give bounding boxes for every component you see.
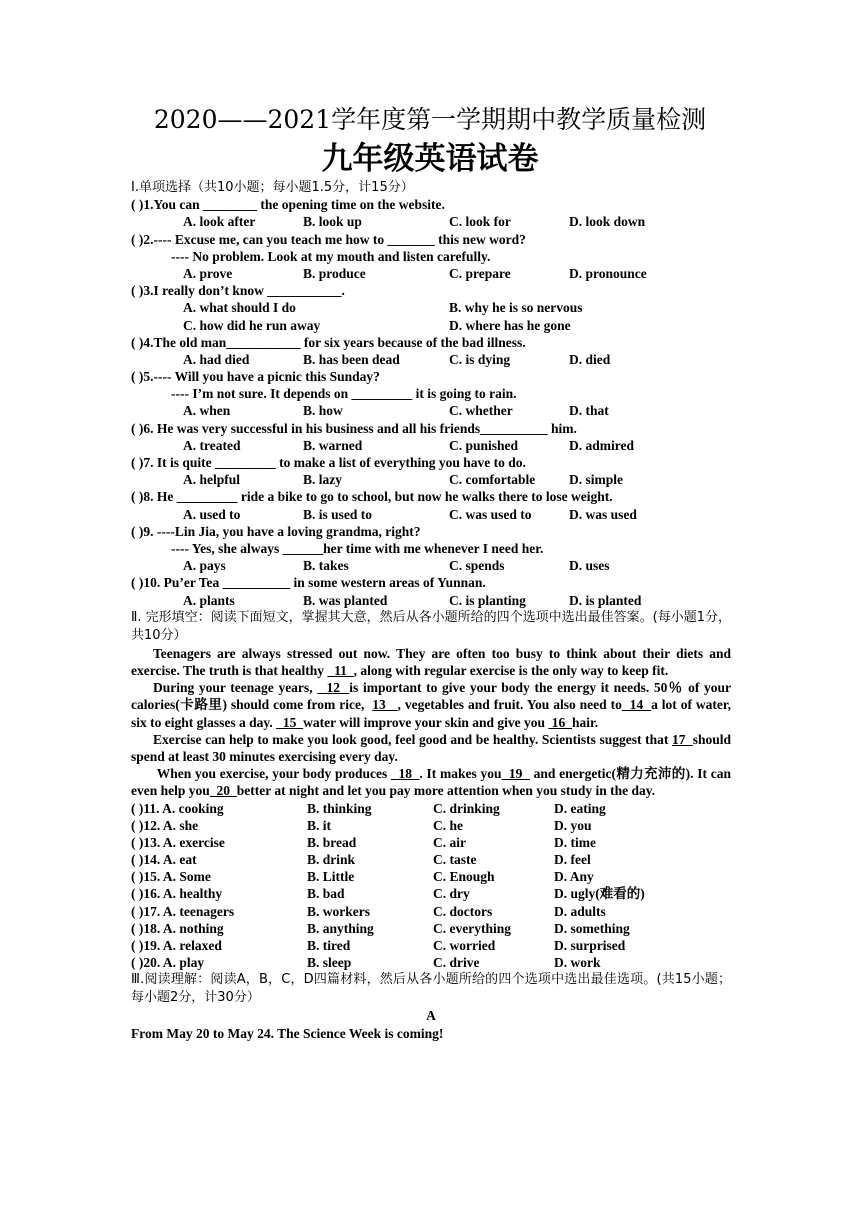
- option-a: A. treated: [183, 437, 241, 453]
- cloze-paragraph-4: When you exercise, your body produces 18 . It makes you 19 and energetic(精力充沛的). It can even help you 20 better at night and let you pay more attention when you study in the day.: [131, 766, 731, 799]
- option-c: C. how did he run away: [183, 317, 321, 333]
- cloze-option: C. Enough: [433, 869, 495, 885]
- option-b: B. has been dead: [303, 351, 400, 367]
- question-5-options: [131, 402, 731, 419]
- option-b: B. warned: [303, 437, 363, 453]
- cloze-option: C. dry: [433, 886, 470, 902]
- exam-body: [131, 179, 731, 1042]
- cloze-option: D. you: [554, 817, 592, 833]
- option-b: B. was planted: [303, 592, 388, 608]
- cloze-question-14: [131, 851, 731, 868]
- question-9-stem: ( )9. ----Lin Jia, you have a loving grandma, right?: [131, 523, 421, 539]
- cloze-option: D. feel: [554, 852, 591, 868]
- question-4-options: [131, 351, 731, 368]
- option-c: C. whether: [449, 403, 513, 419]
- cloze-option: D. time: [554, 834, 596, 850]
- question-6-options: [131, 437, 731, 454]
- cloze-option: ( )12. A. she: [131, 817, 199, 833]
- option-b: B. produce: [303, 265, 366, 281]
- option-d: D. admired: [569, 437, 635, 453]
- cloze-question-15: [131, 868, 731, 885]
- cloze-question-11: [131, 800, 731, 817]
- cloze-option: ( )18. A. nothing: [131, 920, 224, 936]
- option-d: D. is planted: [569, 592, 642, 608]
- option-b: B. takes: [303, 558, 349, 574]
- cloze-option: D. ugly(难看的): [554, 886, 645, 902]
- section1-heading: Ⅰ.单项选择（共10小题；每小题1.5分，计15分）: [131, 180, 414, 195]
- cloze-question-12: [131, 817, 731, 834]
- cloze-option: B. drink: [307, 852, 356, 868]
- cloze-option: D. Any: [554, 869, 594, 885]
- option-b: B. is used to: [303, 506, 373, 522]
- cloze-option: C. worried: [433, 938, 496, 954]
- option-d: D. simple: [569, 472, 623, 488]
- option-d: D. where has he gone: [449, 317, 571, 333]
- cloze-option: C. doctors: [433, 903, 493, 919]
- question-9-options: [131, 557, 731, 574]
- question-3-options: [131, 317, 731, 334]
- option-a: A. used to: [183, 506, 241, 522]
- option-c: C. prepare: [449, 265, 511, 281]
- cloze-option: C. taste: [433, 852, 477, 868]
- option-c: C. punished: [449, 437, 519, 453]
- cloze-option: B. it: [307, 817, 332, 833]
- cloze-option: C. drinking: [433, 800, 500, 816]
- cloze-option: B. bread: [307, 834, 357, 850]
- cloze-question-19: [131, 937, 731, 954]
- cloze-option: ( )16. A. healthy: [131, 886, 223, 902]
- option-a: A. when: [183, 403, 231, 419]
- option-b: B. how: [303, 403, 343, 419]
- question-3-stem: ( )3.I really don’t know ___________.: [131, 283, 345, 299]
- cloze-option: ( )13. A. exercise: [131, 834, 225, 850]
- question-1-options: [131, 213, 731, 230]
- section1-questions: [131, 196, 731, 609]
- cloze-option: ( )15. A. Some: [131, 869, 211, 885]
- cloze-question-13: [131, 834, 731, 851]
- option-a: A. plants: [183, 592, 235, 608]
- option-c: C. spends: [449, 558, 505, 574]
- exam-subtitle: 九年级英语试卷: [321, 141, 539, 177]
- question-6-stem: ( )6. He was very successful in his business and all his friends__________ him.: [131, 420, 577, 436]
- option-a: A. helpful: [183, 472, 241, 488]
- option-a: A. prove: [183, 265, 233, 281]
- option-b: B. look up: [303, 214, 362, 230]
- cloze-option: B. anything: [307, 920, 374, 936]
- question-4-stem: ( )4.The old man___________ for six years because of the bad illness.: [131, 334, 526, 350]
- cloze-question-16: [131, 885, 731, 902]
- question-8-options: [131, 506, 731, 523]
- option-d: D. pronounce: [569, 265, 647, 281]
- option-d: D. look down: [569, 214, 646, 230]
- question-10-stem: ( )10. Pu’er Tea __________ in some western areas of Yunnan.: [131, 575, 486, 591]
- passage-first-line: From May 20 to May 24. The Science Week is coming!: [131, 1025, 444, 1041]
- cloze-options: [131, 800, 731, 972]
- option-b: B. lazy: [303, 472, 342, 488]
- option-d: D. died: [569, 351, 611, 367]
- cloze-paragraph-3: Exercise can help to make you look good, feel good and be healthy. Scientists suggest that 17 should spend at least 30 minutes exercising every day.: [131, 731, 731, 764]
- cloze-option: B. Little: [307, 869, 355, 885]
- cloze-option: B. workers: [307, 903, 370, 919]
- option-a: A. had died: [183, 351, 250, 367]
- question-3-options: [131, 299, 731, 316]
- cloze-option: ( )11. A. cooking: [131, 800, 224, 816]
- question-1-stem: ( )1.You can ________ the opening time on the website.: [131, 197, 445, 213]
- option-d: D. uses: [569, 558, 610, 574]
- question-8-stem: ( )8. He _________ ride a bike to go to school, but now he walks there to lose weight.: [131, 489, 613, 505]
- cloze-option: B. bad: [307, 886, 345, 902]
- option-a: A. what should I do: [183, 300, 296, 316]
- cloze-question-18: [131, 920, 731, 937]
- passage-label: A: [426, 1008, 436, 1024]
- option-d: D. was used: [569, 506, 637, 522]
- cloze-option: C. everything: [433, 920, 511, 936]
- question-9-stem: ---- Yes, she always ______her time with me whenever I need her.: [171, 540, 544, 556]
- cloze-question-20: [131, 954, 731, 971]
- cloze-option: B. sleep: [307, 955, 352, 971]
- cloze-option: D. eating: [554, 800, 606, 816]
- option-c: C. is dying: [449, 351, 511, 367]
- section3-heading: Ⅲ.阅读理解：阅读A，B，C，D四篇材料，然后从各小题所给的四个选项中选出最佳选项。(共15小题；每小题2分，计30分）: [131, 972, 731, 1006]
- question-5-stem: ---- I’m not sure. It depends on _________ it is going to rain.: [171, 386, 517, 402]
- option-d: D. that: [569, 403, 609, 419]
- cloze-option: ( )17. A. teenagers: [131, 903, 235, 919]
- option-b: B. why he is so nervous: [449, 300, 583, 316]
- question-7-options: [131, 471, 731, 488]
- cloze-option: ( )14. A. eat: [131, 852, 197, 868]
- cloze-question-17: [131, 903, 731, 920]
- cloze-option: B. tired: [307, 938, 351, 954]
- question-10-options: [131, 592, 731, 609]
- option-c: C. is planting: [449, 592, 526, 608]
- cloze-paragraph-1: Teenagers are always stressed out now. They are often too busy to think about their diets and exercise. The truth is that healthy 11 , along with regular exercise is the only way to keep fit.: [131, 645, 731, 678]
- cloze-option: ( )20. A. play: [131, 955, 205, 971]
- option-c: C. look for: [449, 214, 511, 230]
- cloze-option: C. he: [433, 817, 463, 833]
- section2-heading: Ⅱ. 完形填空：阅读下面短文，掌握其大意，然后从各小题所给的四个选项中选出最佳答案。(每小题1分，共10分）: [131, 609, 732, 643]
- cloze-option: D. surprised: [554, 938, 626, 954]
- option-c: C. was used to: [449, 506, 532, 522]
- exam-title: 2020——2021学年度第一学期期中教学质量检测: [153, 105, 707, 134]
- question-2-stem: ( )2.---- Excuse me, can you teach me how to _______ this new word?: [131, 231, 526, 247]
- question-2-options: [131, 265, 731, 282]
- cloze-option: C. drive: [433, 955, 480, 971]
- option-a: A. look after: [183, 214, 256, 230]
- cloze-option: C. air: [433, 834, 466, 850]
- cloze-option: D. adults: [554, 903, 606, 919]
- cloze-option: ( )19. A. relaxed: [131, 938, 222, 954]
- question-7-stem: ( )7. It is quite _________ to make a list of everything you have to do.: [131, 455, 526, 470]
- cloze-option: D. something: [554, 920, 630, 936]
- question-2-stem: ---- No problem. Look at my mouth and listen carefully.: [171, 248, 491, 264]
- option-a: A. pays: [183, 558, 226, 574]
- cloze-option: B. thinking: [307, 800, 372, 816]
- option-c: C. comfortable: [449, 472, 536, 488]
- question-5-stem: ( )5.---- Will you have a picnic this Sunday?: [131, 369, 380, 385]
- cloze-paragraph-2: During your teenage years, 12 is important to give your body the energy it needs. 50％ of your calories(卡路里) should come from rice, 13 , vegetables and fruit. You also need to 14 a lot of water, six to eight glasses a day. 15 water will improve your skin and give you 16 hair.: [131, 680, 731, 730]
- cloze-option: D. work: [554, 955, 601, 971]
